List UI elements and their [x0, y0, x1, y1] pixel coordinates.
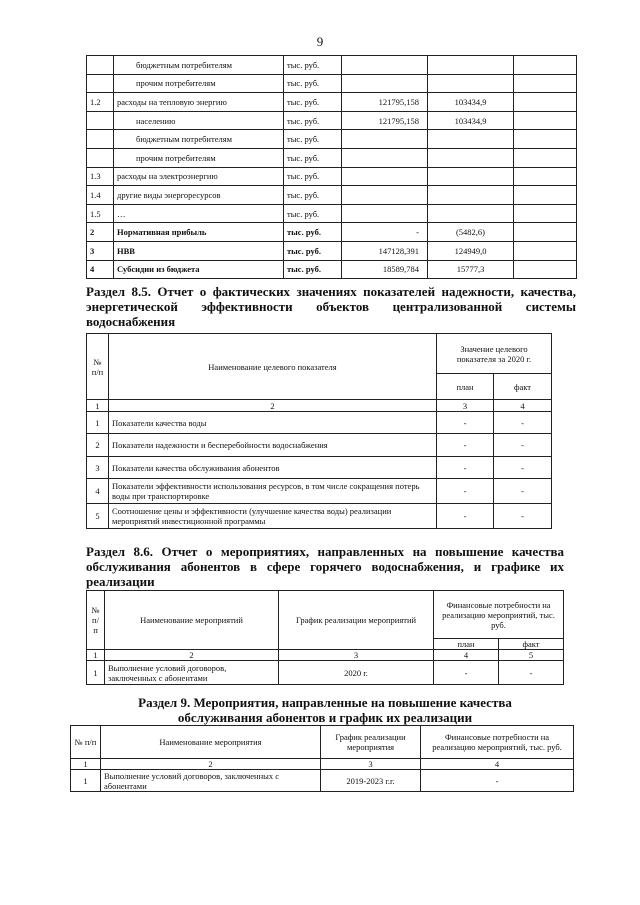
row-name: Показатели качества обслуживания абонентов	[109, 457, 437, 479]
row-number	[87, 130, 114, 149]
col-header-measure: Наименование мероприятия	[101, 726, 321, 759]
table-row	[87, 434, 552, 457]
row-value-1: 147128,391	[342, 241, 428, 260]
row-value-2	[428, 148, 514, 167]
table-row	[87, 167, 577, 186]
column-number: 4	[434, 650, 499, 661]
row-value-1	[342, 130, 428, 149]
table-row	[87, 479, 552, 504]
row-value-1	[342, 167, 428, 186]
row-plan: -	[437, 479, 494, 504]
row-number	[87, 74, 114, 93]
row-name: Нормативная прибыль	[114, 223, 284, 242]
row-number: 3	[87, 457, 109, 479]
col-header-schedule: График реализации мероприятий	[279, 591, 434, 650]
table-row	[87, 457, 552, 479]
column-number: 3	[321, 759, 421, 770]
row-unit: тыс. руб.	[284, 223, 342, 242]
row-number: 1	[71, 770, 101, 792]
row-value-2	[428, 130, 514, 149]
row-number: 1	[87, 412, 109, 434]
row-number: 1	[87, 661, 105, 685]
row-value-2: 103434,9	[428, 111, 514, 130]
row-number: 2	[87, 434, 109, 457]
row-fact: -	[494, 457, 552, 479]
row-unit: тыс. руб.	[284, 241, 342, 260]
table-row	[71, 770, 574, 792]
row-value-2	[428, 56, 514, 75]
plan-table	[70, 725, 574, 792]
table-row	[87, 504, 552, 529]
row-name: бюджетным потребителям	[114, 130, 284, 149]
row-fact: -	[494, 412, 552, 434]
row-unit: тыс. руб.	[284, 148, 342, 167]
col-header-schedule: График реализации мероприятия	[321, 726, 421, 759]
row-value-2: 124949,0	[428, 241, 514, 260]
row-value-2: 15777,3	[428, 260, 514, 279]
row-number: 4	[87, 479, 109, 504]
table-row	[87, 93, 577, 112]
table-row	[87, 260, 577, 279]
row-number: 5	[87, 504, 109, 529]
row-value-1	[342, 74, 428, 93]
row-number: 1.2	[87, 93, 114, 112]
row-empty-cell	[514, 111, 577, 130]
column-number: 3	[279, 650, 434, 661]
col-header-finance: Финансовые потребности на реализацию мероприятий, тыс. руб.	[421, 726, 574, 759]
row-value-1	[342, 204, 428, 223]
row-empty-cell	[514, 56, 577, 75]
row-schedule: 2020 г.	[279, 661, 434, 685]
row-name: расходы на электроэнергию	[114, 167, 284, 186]
row-unit: тыс. руб.	[284, 74, 342, 93]
row-finance: -	[421, 770, 574, 792]
row-empty-cell	[514, 167, 577, 186]
column-number: 2	[101, 759, 321, 770]
column-number: 5	[499, 650, 564, 661]
row-number: 3	[87, 241, 114, 260]
row-unit: тыс. руб.	[284, 167, 342, 186]
row-empty-cell	[514, 241, 577, 260]
row-empty-cell	[514, 204, 577, 223]
row-value-1	[342, 186, 428, 205]
table-row	[87, 661, 564, 685]
row-number: 2	[87, 223, 114, 242]
row-value-2	[428, 204, 514, 223]
row-empty-cell	[514, 260, 577, 279]
cost-table	[86, 55, 577, 279]
row-name: НВВ	[114, 241, 284, 260]
row-name: населению	[114, 111, 284, 130]
row-plan: -	[434, 661, 499, 685]
row-value-1: 121795,158	[342, 93, 428, 112]
column-number: 3	[437, 400, 494, 412]
column-number: 1	[87, 650, 105, 661]
col-header-fact: факт	[494, 374, 552, 400]
col-header-fact: факт	[499, 639, 564, 650]
row-number: 1.4	[87, 186, 114, 205]
row-name: бюджетным потребителям	[114, 56, 284, 75]
row-value-1: 18589,784	[342, 260, 428, 279]
col-header-finance: Финансовые потребности на реализацию мероприятий, тыс. руб.	[434, 591, 564, 639]
row-value-2	[428, 74, 514, 93]
row-unit: тыс. руб.	[284, 111, 342, 130]
table-row	[87, 204, 577, 223]
table-row	[87, 412, 552, 434]
row-number: 4	[87, 260, 114, 279]
col-header-num: № п/п	[87, 591, 105, 650]
col-header-num: № п/п	[87, 334, 109, 400]
table-row	[87, 111, 577, 130]
row-empty-cell	[514, 148, 577, 167]
table-row	[87, 56, 577, 75]
table-row	[87, 241, 577, 260]
table-row	[87, 74, 577, 93]
row-name: прочим потребителям	[114, 148, 284, 167]
row-name: другие виды энергоресурсов	[114, 186, 284, 205]
row-empty-cell	[514, 93, 577, 112]
row-name: …	[114, 204, 284, 223]
row-name: Показатели качества воды	[109, 412, 437, 434]
table-row	[87, 186, 577, 205]
col-header-num: № п/п	[71, 726, 101, 759]
row-name: Выполнение условий договоров, заключенных с абонентами	[101, 770, 321, 792]
row-value-1: -	[342, 223, 428, 242]
table-row	[87, 148, 577, 167]
row-name: Показатели эффективности использования ресурсов, в том числе сокращения потерь воды при транспортировке	[109, 479, 437, 504]
table-row	[87, 130, 577, 149]
row-plan: -	[437, 434, 494, 457]
row-value-2	[428, 186, 514, 205]
row-name: прочим потребителям	[114, 74, 284, 93]
col-header-value: Значение целевого показателя за 2020 г.	[437, 334, 552, 374]
col-header-indicator: Наименование целевого показателя	[109, 334, 437, 400]
row-number	[87, 111, 114, 130]
row-empty-cell	[514, 223, 577, 242]
row-number: 1.5	[87, 204, 114, 223]
section-8-5-title: Раздел 8.5. Отчет о фактических значениях показателей надежности, качества, энергетической эффективности объектов централизованной системы водоснабжения	[86, 284, 576, 329]
row-empty-cell	[514, 186, 577, 205]
row-value-2: (5482,6)	[428, 223, 514, 242]
col-header-measure: Наименование мероприятий	[105, 591, 279, 650]
row-value-1	[342, 56, 428, 75]
row-unit: тыс. руб.	[284, 130, 342, 149]
row-schedule: 2019-2023 г.г.	[321, 770, 421, 792]
row-unit: тыс. руб.	[284, 93, 342, 112]
row-plan: -	[437, 504, 494, 529]
row-name: расходы на тепловую энергию	[114, 93, 284, 112]
col-header-plan: план	[434, 639, 499, 650]
row-empty-cell	[514, 130, 577, 149]
measures-table	[86, 590, 564, 685]
column-number: 1	[71, 759, 101, 770]
row-number	[87, 148, 114, 167]
column-number: 1	[87, 400, 109, 412]
row-plan: -	[437, 457, 494, 479]
row-plan: -	[437, 412, 494, 434]
column-number: 4	[494, 400, 552, 412]
indicators-table	[86, 333, 552, 529]
row-unit: тыс. руб.	[284, 56, 342, 75]
section-8-6-title: Раздел 8.6. Отчет о мероприятиях, направленных на повышение качества обслуживания абонентов в сфере горячего водоснабжения, и графике их реализации	[86, 544, 564, 589]
section-9-title: Раздел 9. Мероприятия, направленные на повышение качества обслуживания абонентов и график их реализации	[138, 695, 512, 725]
row-empty-cell	[514, 74, 577, 93]
row-number: 1.3	[87, 167, 114, 186]
row-value-1	[342, 148, 428, 167]
row-value-2	[428, 167, 514, 186]
row-value-2: 103434,9	[428, 93, 514, 112]
col-header-plan: план	[437, 374, 494, 400]
row-fact: -	[494, 434, 552, 457]
column-number: 2	[109, 400, 437, 412]
table-row	[87, 223, 577, 242]
column-number: 4	[421, 759, 574, 770]
row-name: Соотношение цены и эффективности (улучшение качества воды) реализации мероприятий инвестиционной программы	[109, 504, 437, 529]
row-name: Субсидии из бюджета	[114, 260, 284, 279]
row-value-1: 121795,158	[342, 111, 428, 130]
row-unit: тыс. руб.	[284, 204, 342, 223]
row-unit: тыс. руб.	[284, 186, 342, 205]
page-number: 9	[316, 34, 324, 49]
row-fact: -	[499, 661, 564, 685]
row-name: Выполнение условий договоров, заключенных с абонентами	[105, 661, 279, 685]
row-name: Показатели надежности и бесперебойности водоснабжения	[109, 434, 437, 457]
column-number: 2	[105, 650, 279, 661]
row-unit: тыс. руб.	[284, 260, 342, 279]
row-fact: -	[494, 504, 552, 529]
row-number	[87, 56, 114, 75]
row-fact: -	[494, 479, 552, 504]
